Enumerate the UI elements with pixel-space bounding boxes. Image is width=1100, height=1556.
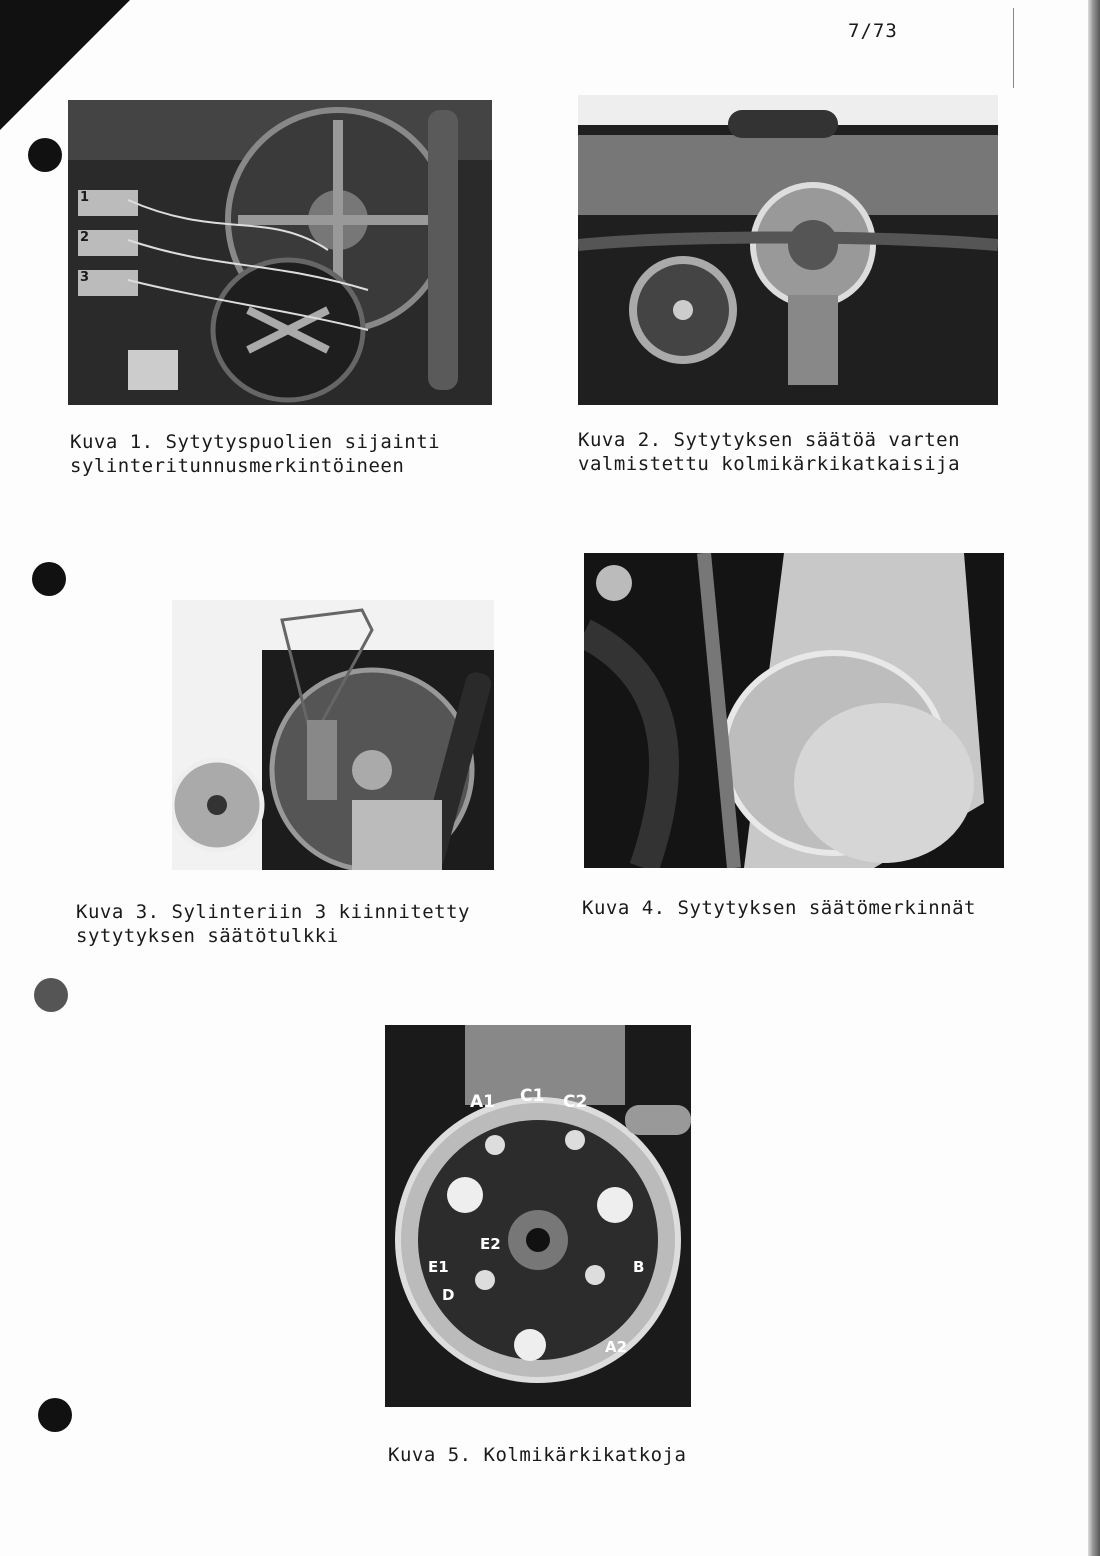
caption-line: Kuva 2. Sytytyksen säätöä varten	[578, 429, 961, 451]
caption-line: sylinteritunnusmerkintöineen	[70, 455, 405, 477]
punch-hole	[28, 138, 62, 172]
photo-timing-marks	[584, 553, 1004, 868]
label-a1: A1	[470, 1092, 495, 1112]
photo-timing-gauge	[172, 600, 494, 870]
coil-label-1: 1	[80, 190, 90, 205]
edge-line	[1013, 8, 1014, 88]
caption-line: valmistettu kolmikärkikatkaisija	[578, 453, 961, 475]
photo-three-point-breaker	[578, 95, 998, 405]
caption-figure-3	[76, 900, 470, 948]
label-d: D	[442, 1286, 455, 1304]
caption-line: Kuva 5. Kolmikärkikatkoja	[388, 1444, 687, 1466]
caption-line: Kuva 4. Sytytyksen säätömerkinnät	[582, 897, 976, 919]
punch-hole	[38, 1398, 72, 1432]
caption-line: sytytyksen säätötulkki	[76, 925, 339, 947]
caption-figure-1	[70, 430, 440, 478]
page-edge-shadow	[1088, 0, 1100, 1556]
caption-figure-5	[388, 1443, 686, 1467]
label-e1: E1	[428, 1258, 449, 1276]
caption-line: Kuva 3. Sylinteriin 3 kiinnitetty	[76, 901, 470, 923]
coil-label-2: 2	[80, 230, 90, 245]
page-number: 7/73	[848, 20, 898, 42]
caption-line: Kuva 1. Sytytyspuolien sijainti	[70, 431, 441, 453]
label-b: B	[633, 1258, 645, 1276]
caption-figure-2	[578, 428, 960, 476]
photo-three-point-distributor	[385, 1025, 691, 1407]
caption-figure-4	[582, 896, 976, 920]
label-a2: A2	[605, 1338, 628, 1356]
coil-label-3: 3	[80, 270, 90, 285]
punch-hole	[32, 562, 66, 596]
label-c2: C2	[563, 1092, 588, 1112]
photo-ignition-coils	[68, 100, 492, 405]
label-e2: E2	[480, 1235, 501, 1253]
label-c1: C1	[520, 1086, 545, 1106]
punch-hole	[34, 978, 68, 1012]
